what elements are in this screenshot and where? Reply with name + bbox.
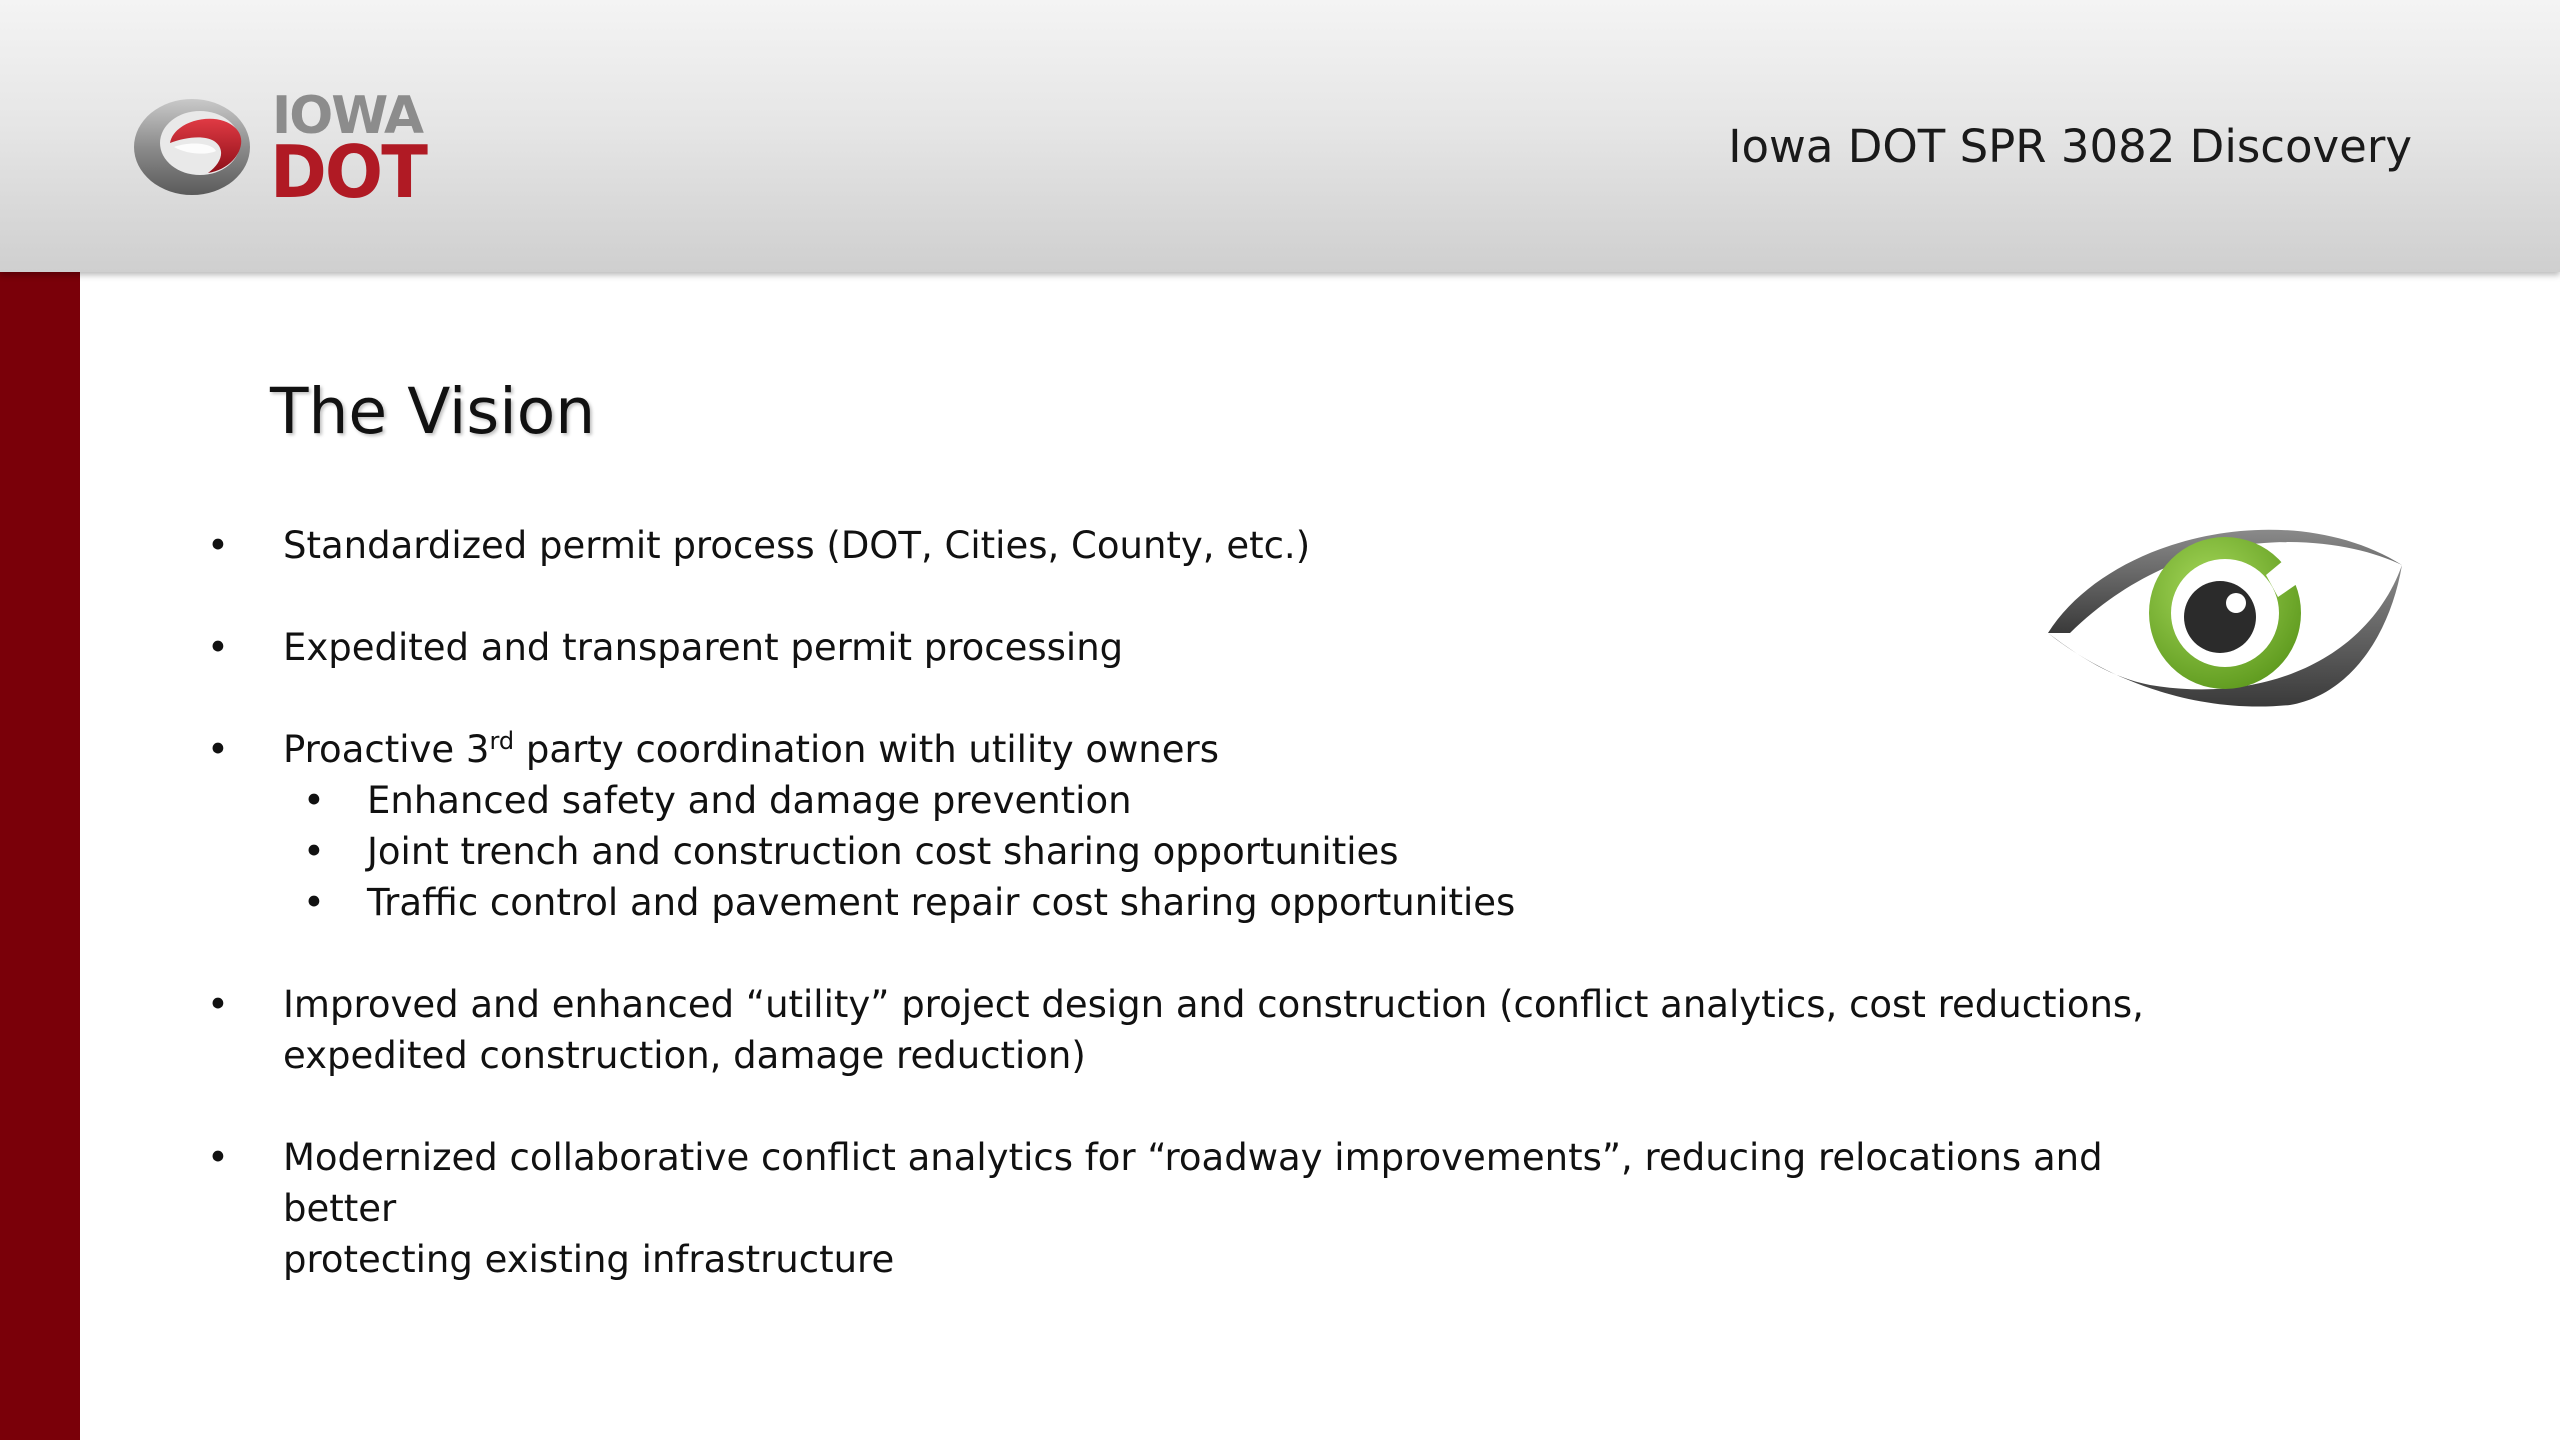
bullet-dot: • xyxy=(303,779,325,822)
bullet-item xyxy=(207,1132,2157,1285)
bullet-dot: • xyxy=(207,1136,229,1179)
bullet-dot: • xyxy=(207,983,229,1026)
sub-bullet-item xyxy=(207,826,2157,877)
bullet-text-line: Modernized collaborative conflict analytics for “roadway improvements”, reducing relocations and better xyxy=(283,1136,2103,1230)
bullet-dot: • xyxy=(207,626,229,669)
bullet-dot: • xyxy=(207,524,229,567)
eye-icon xyxy=(2040,505,2410,715)
logo-iowa-text: IOWA xyxy=(272,86,424,146)
sub-bullet-text: Enhanced safety and damage prevention xyxy=(367,779,1132,822)
slide-title: The Vision xyxy=(270,375,596,448)
superscript: rd xyxy=(489,727,515,755)
bullet-text-line: expedited construction, damage reduction) xyxy=(283,1034,1086,1077)
sub-bullet-text: Joint trench and construction cost sharing opportunities xyxy=(367,830,1399,873)
bullet-text-part: party coordination with utility owners xyxy=(514,728,1219,771)
bullet-text xyxy=(283,728,1219,771)
bullet-item xyxy=(207,724,2157,775)
bullet-text-line: protecting existing infrastructure xyxy=(283,1238,895,1281)
bullet-item xyxy=(207,520,2157,571)
bullet-dot: • xyxy=(303,881,325,924)
header-band xyxy=(0,0,2560,272)
header-title: Iowa DOT SPR 3082 Discovery xyxy=(1728,120,2412,173)
bullet-list xyxy=(207,520,2157,1285)
sub-bullet-item xyxy=(207,877,2157,928)
bullet-text-part: Proactive 3 xyxy=(283,728,490,771)
bullet-text: Expedited and transparent permit processing xyxy=(283,626,1124,669)
sub-bullet-text: Traffic control and pavement repair cost sharing opportunities xyxy=(367,881,1516,924)
sub-bullet-item xyxy=(207,775,2157,826)
bullet-text: Standardized permit process (DOT, Cities, County, etc.) xyxy=(283,524,1311,567)
bullet-item xyxy=(207,622,2157,673)
logo-dot-text: DOT xyxy=(270,130,428,205)
bullet-text-line: Improved and enhanced “utility” project design and construction (conflict analytics, cost reductions, xyxy=(283,983,2144,1026)
bullet-dot: • xyxy=(303,830,325,873)
bullet-item xyxy=(207,979,2157,1081)
left-accent-bar xyxy=(0,272,80,1440)
bullet-dot: • xyxy=(207,728,229,771)
iowa-dot-logo xyxy=(130,85,440,205)
